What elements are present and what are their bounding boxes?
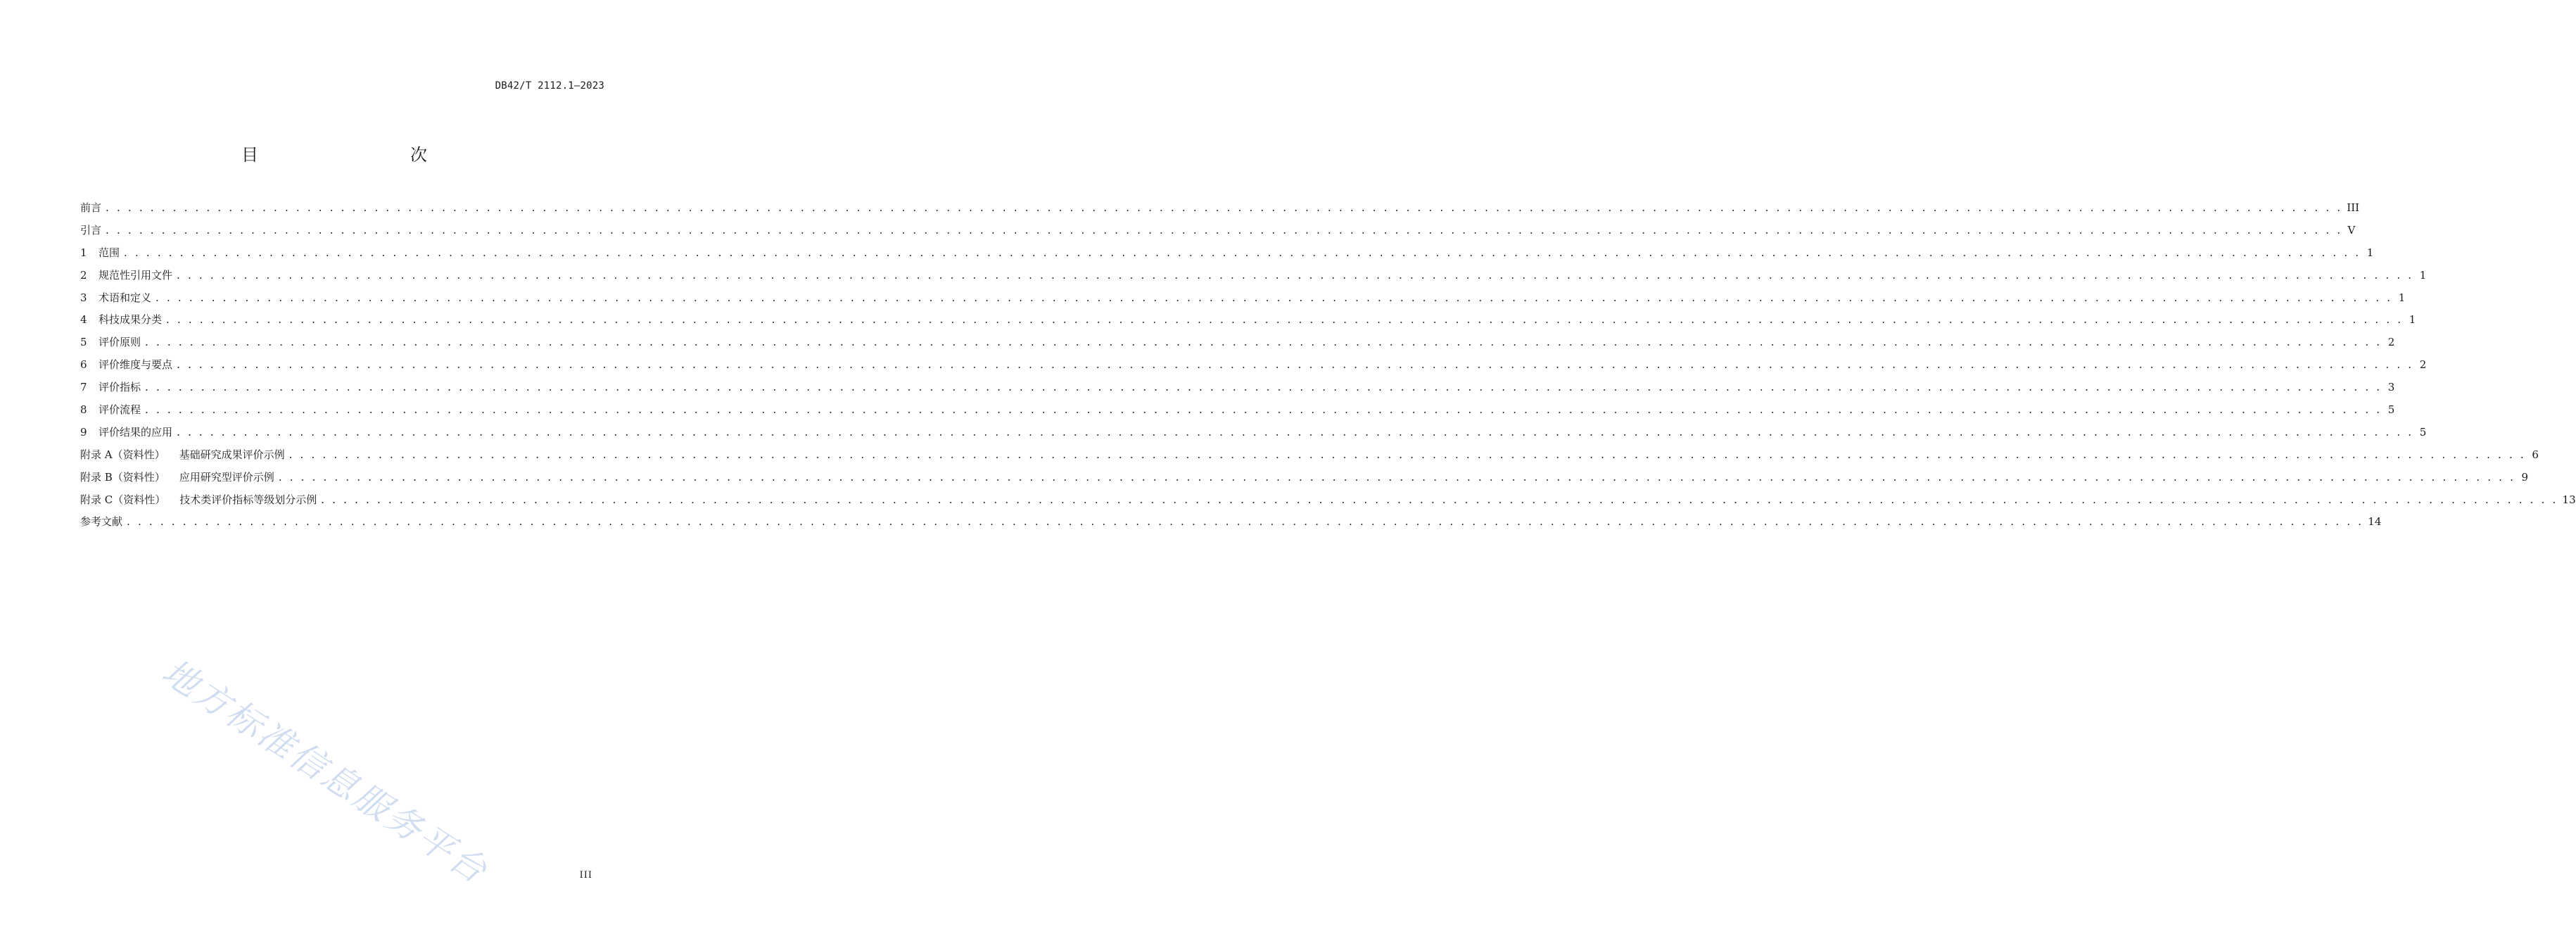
- toc-entry-label: 科技成果分类: [99, 313, 163, 327]
- toc-dot-leader: . . . . . . . . . . . . . . . . . . . . . . . . . . . . . . . . . . . . . . . . . . . . . . . . . . . . . . . . . . . . . . . . . . . . . . . . . . . . . . . . . . . . . . . . . . . . . . . . . . . . . . . . . . . . . . . . . . . . . . . . . . . . . . . . . . . . . . . . . . . . . . . . . . . . . . . . . . . . . . . . . . . . . . . . . . . . . . . . . . . . . . . . . . . . . . . . . . . . . . . .: [124, 246, 2361, 259]
- toc-entry-subtitle: 应用研究型评价示例: [179, 470, 274, 484]
- toc-entry-label: 评价指标: [99, 381, 141, 394]
- page-number: III: [579, 870, 592, 881]
- toc-entry-number: 9: [80, 425, 87, 439]
- toc-entry-page: 1: [2366, 246, 2374, 259]
- toc-entry[interactable]: [80, 357, 2427, 379]
- toc-entry-subtitle: 技术类评价指标等级划分示例: [179, 493, 317, 506]
- toc-entry-label: 附录 A（资料性）: [80, 448, 165, 461]
- toc-dot-leader: . . . . . . . . . . . . . . . . . . . . . . . . . . . . . . . . . . . . . . . . . . . . . . . . . . . . . . . . . . . . . . . . . . . . . . . . . . . . . . . . . . . . . . . . . . . . . . . . . . . . . . . . . . . . . . . . . . . . . . . . . . . . . . . . . . . . . . . . . . . . . . . . . . . . . . . . . . . . . . . . . . . . . . . . . . . . . . . . . . . . . . . . . . . . . . . . . . . . . . . .: [156, 291, 2393, 304]
- toc-entry-page: 14: [2368, 515, 2382, 529]
- toc-entry-page: 1: [2398, 291, 2406, 304]
- toc-dot-leader: . . . . . . . . . . . . . . . . . . . . . . . . . . . . . . . . . . . . . . . . . . . . . . . . . . . . . . . . . . . . . . . . . . . . . . . . . . . . . . . . . . . . . . . . . . . . . . . . . . . . . . . . . . . . . . . . . . . . . . . . . . . . . . . . . . . . . . . . . . . . . . . . . . . . . . . . . . . . . . . . . . . . . . . . . . . . . . . . . . . . . . . . . . . . . . . . . . . . . . . .: [106, 223, 2343, 237]
- toc-entry-page: 3: [2387, 381, 2395, 394]
- toc-entry-label: 评价流程: [99, 403, 141, 417]
- toc-entry[interactable]: [80, 379, 2395, 402]
- toc-entry-label: 附录 B（资料性）: [80, 470, 165, 484]
- toc-entry-label: 前言: [80, 201, 102, 214]
- table-of-contents: [80, 200, 2576, 536]
- toc-entry[interactable]: [80, 334, 2395, 357]
- toc-entry-label: 评价结果的应用: [99, 425, 173, 439]
- toc-entry-subtitle: 基础研究成果评价示例: [179, 448, 285, 461]
- toc-entry-number: 3: [80, 291, 87, 304]
- toc-entry-number: 4: [80, 313, 87, 327]
- toc-entry-page: 1: [2409, 313, 2416, 327]
- toc-dot-leader: . . . . . . . . . . . . . . . . . . . . . . . . . . . . . . . . . . . . . . . . . . . . . . . . . . . . . . . . . . . . . . . . . . . . . . . . . . . . . . . . . . . . . . . . . . . . . . . . . . . . . . . . . . . . . . . . . . . . . . . . . . . . . . . . . . . . . . . . . . . . . . . . . . . . . . . . . . . . . . . . . . . . . . . . . . . . . . . . . . . . . . . . . . . . . . . . . . . . . . . .: [166, 313, 2404, 327]
- toc-entry-page: 6: [2532, 448, 2539, 461]
- toc-entry[interactable]: [80, 447, 2539, 469]
- toc-entry[interactable]: [80, 245, 2374, 267]
- toc-entry-label: 范围: [99, 246, 120, 259]
- toc-title: 目 次: [241, 145, 467, 165]
- toc-entry[interactable]: [80, 267, 2427, 290]
- document-code: DB42/T 2112.1—2023: [495, 80, 604, 92]
- watermark: 地方标准信息服务平台: [155, 651, 496, 893]
- toc-entry-label: 评价维度与要点: [99, 358, 173, 372]
- toc-dot-leader: . . . . . . . . . . . . . . . . . . . . . . . . . . . . . . . . . . . . . . . . . . . . . . . . . . . . . . . . . . . . . . . . . . . . . . . . . . . . . . . . . . . . . . . . . . . . . . . . . . . . . . . . . . . . . . . . . . . . . . . . . . . . . . . . . . . . . . . . . . . . . . . . . . . . . . . . . . . . . . . . . . . . . . . . . . . . . . . . . . . . . . . . . . . . . . . . . . . . . . . .: [321, 493, 2558, 506]
- toc-entry[interactable]: [80, 514, 2382, 536]
- toc-entry[interactable]: [80, 222, 2356, 245]
- toc-entry[interactable]: [80, 402, 2395, 424]
- toc-dot-leader: . . . . . . . . . . . . . . . . . . . . . . . . . . . . . . . . . . . . . . . . . . . . . . . . . . . . . . . . . . . . . . . . . . . . . . . . . . . . . . . . . . . . . . . . . . . . . . . . . . . . . . . . . . . . . . . . . . . . . . . . . . . . . . . . . . . . . . . . . . . . . . . . . . . . . . . . . . . . . . . . . . . . . . . . . . . . . . . . . . . . . . . . . . . . . . . . . . . . . . . .: [145, 381, 2383, 394]
- toc-entry-page: 5: [2387, 403, 2395, 417]
- toc-dot-leader: . . . . . . . . . . . . . . . . . . . . . . . . . . . . . . . . . . . . . . . . . . . . . . . . . . . . . . . . . . . . . . . . . . . . . . . . . . . . . . . . . . . . . . . . . . . . . . . . . . . . . . . . . . . . . . . . . . . . . . . . . . . . . . . . . . . . . . . . . . . . . . . . . . . . . . . . . . . . . . . . . . . . . . . . . . . . . . . . . . . . . . . . . . . . . . . . . . . . . . . .: [145, 336, 2383, 349]
- toc-dot-leader: . . . . . . . . . . . . . . . . . . . . . . . . . . . . . . . . . . . . . . . . . . . . . . . . . . . . . . . . . . . . . . . . . . . . . . . . . . . . . . . . . . . . . . . . . . . . . . . . . . . . . . . . . . . . . . . . . . . . . . . . . . . . . . . . . . . . . . . . . . . . . . . . . . . . . . . . . . . . . . . . . . . . . . . . . . . . . . . . . . . . . . . . . . . . . . . . . . . . . . . .: [288, 448, 2526, 461]
- toc-dot-leader: . . . . . . . . . . . . . . . . . . . . . . . . . . . . . . . . . . . . . . . . . . . . . . . . . . . . . . . . . . . . . . . . . . . . . . . . . . . . . . . . . . . . . . . . . . . . . . . . . . . . . . . . . . . . . . . . . . . . . . . . . . . . . . . . . . . . . . . . . . . . . . . . . . . . . . . . . . . . . . . . . . . . . . . . . . . . . . . . . . . . . . . . . . . . . . . . . . . . . . . .: [145, 403, 2383, 417]
- toc-entry-label: 术语和定义: [99, 291, 152, 304]
- toc-entry-page: III: [2347, 201, 2360, 214]
- toc-dot-leader: . . . . . . . . . . . . . . . . . . . . . . . . . . . . . . . . . . . . . . . . . . . . . . . . . . . . . . . . . . . . . . . . . . . . . . . . . . . . . . . . . . . . . . . . . . . . . . . . . . . . . . . . . . . . . . . . . . . . . . . . . . . . . . . . . . . . . . . . . . . . . . . . . . . . . . . . . . . . . . . . . . . . . . . . . . . . . . . . . . . . . . . . . . . . . . . . . . . . . . . .: [127, 515, 2364, 529]
- toc-entry-number: 5: [80, 336, 87, 349]
- toc-entry[interactable]: [80, 290, 2406, 313]
- toc-entry-page: 1: [2419, 268, 2427, 282]
- toc-dot-leader: . . . . . . . . . . . . . . . . . . . . . . . . . . . . . . . . . . . . . . . . . . . . . . . . . . . . . . . . . . . . . . . . . . . . . . . . . . . . . . . . . . . . . . . . . . . . . . . . . . . . . . . . . . . . . . . . . . . . . . . . . . . . . . . . . . . . . . . . . . . . . . . . . . . . . . . . . . . . . . . . . . . . . . . . . . . . . . . . . . . . . . . . . . . . . . . . . . . . . . . .: [278, 470, 2516, 484]
- toc-entry-number: 8: [80, 403, 87, 417]
- toc-entry-label: 参考文献: [80, 515, 123, 529]
- toc-entry-page: 2: [2419, 358, 2427, 372]
- toc-entry-label: 规范性引用文件: [99, 268, 173, 282]
- toc-entry-number: 6: [80, 358, 87, 372]
- toc-entry-page: 5: [2419, 425, 2427, 439]
- toc-entry-page: V: [2347, 223, 2356, 237]
- toc-entry[interactable]: [80, 469, 2529, 492]
- toc-entry[interactable]: [80, 312, 2416, 334]
- toc-entry-label: 引言: [80, 223, 102, 237]
- toc-entry-page: 2: [2387, 336, 2395, 349]
- toc-entry-number: 1: [80, 246, 87, 259]
- toc-entry-page: 9: [2521, 470, 2529, 484]
- toc-dot-leader: . . . . . . . . . . . . . . . . . . . . . . . . . . . . . . . . . . . . . . . . . . . . . . . . . . . . . . . . . . . . . . . . . . . . . . . . . . . . . . . . . . . . . . . . . . . . . . . . . . . . . . . . . . . . . . . . . . . . . . . . . . . . . . . . . . . . . . . . . . . . . . . . . . . . . . . . . . . . . . . . . . . . . . . . . . . . . . . . . . . . . . . . . . . . . . . . . . . . . . . .: [177, 268, 2414, 282]
- toc-entry[interactable]: [80, 492, 2576, 515]
- toc-entry-number: 2: [80, 268, 87, 282]
- toc-dot-leader: . . . . . . . . . . . . . . . . . . . . . . . . . . . . . . . . . . . . . . . . . . . . . . . . . . . . . . . . . . . . . . . . . . . . . . . . . . . . . . . . . . . . . . . . . . . . . . . . . . . . . . . . . . . . . . . . . . . . . . . . . . . . . . . . . . . . . . . . . . . . . . . . . . . . . . . . . . . . . . . . . . . . . . . . . . . . . . . . . . . . . . . . . . . . . . . . . . . . . . . .: [177, 358, 2414, 372]
- toc-dot-leader: . . . . . . . . . . . . . . . . . . . . . . . . . . . . . . . . . . . . . . . . . . . . . . . . . . . . . . . . . . . . . . . . . . . . . . . . . . . . . . . . . . . . . . . . . . . . . . . . . . . . . . . . . . . . . . . . . . . . . . . . . . . . . . . . . . . . . . . . . . . . . . . . . . . . . . . . . . . . . . . . . . . . . . . . . . . . . . . . . . . . . . . . . . . . . . . . . . . . . . . .: [177, 425, 2414, 439]
- toc-entry-label: 附录 C（资料性）: [80, 493, 166, 506]
- toc-entry[interactable]: [80, 424, 2427, 447]
- toc-entry-label: 评价原则: [99, 336, 141, 349]
- toc-entry[interactable]: [80, 200, 2360, 222]
- toc-dot-leader: . . . . . . . . . . . . . . . . . . . . . . . . . . . . . . . . . . . . . . . . . . . . . . . . . . . . . . . . . . . . . . . . . . . . . . . . . . . . . . . . . . . . . . . . . . . . . . . . . . . . . . . . . . . . . . . . . . . . . . . . . . . . . . . . . . . . . . . . . . . . . . . . . . . . . . . . . . . . . . . . . . . . . . . . . . . . . . . . . . . . . . . . . . . . . . . . . . . . . . . .: [106, 201, 2343, 214]
- toc-entry-number: 7: [80, 381, 87, 394]
- toc-entry-page: 13: [2562, 493, 2576, 506]
